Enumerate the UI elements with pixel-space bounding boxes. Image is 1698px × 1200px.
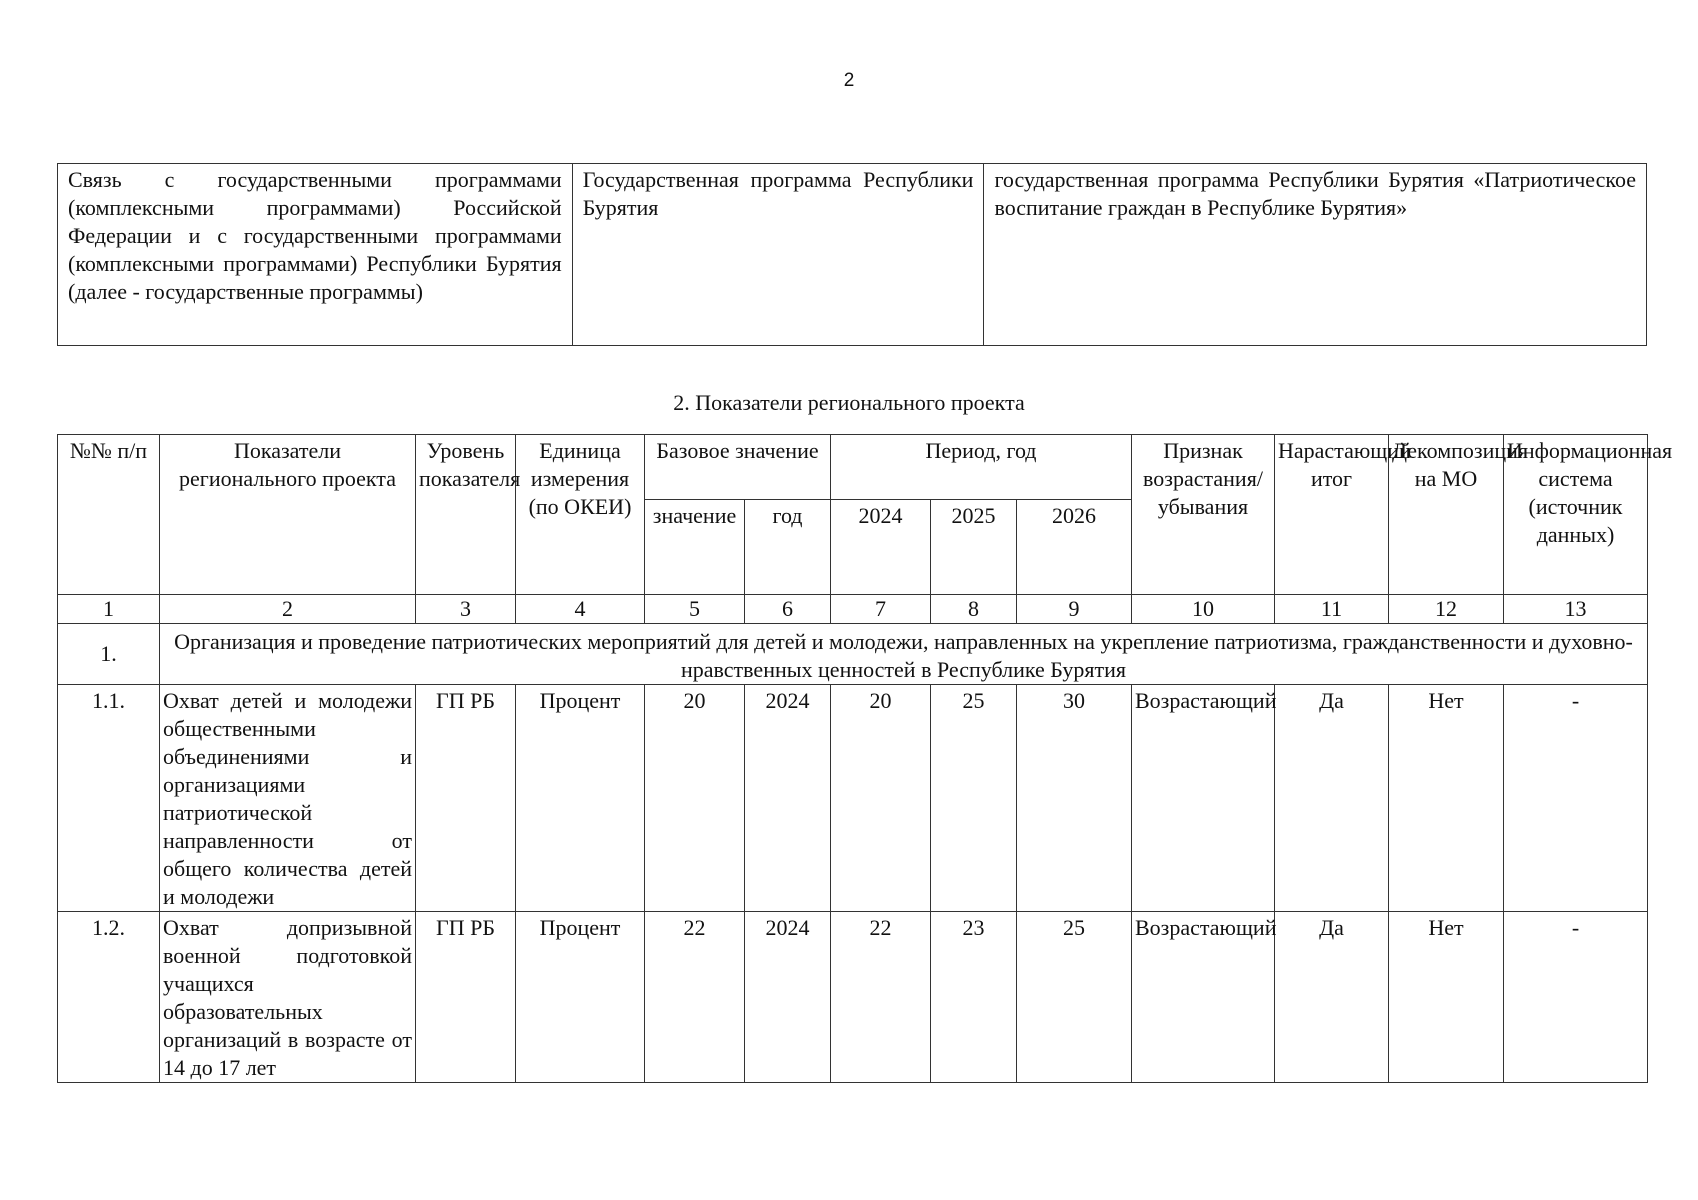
row-2024: 20: [831, 685, 931, 912]
column-number: 4: [516, 595, 645, 624]
header-decomposition: Декомпозиция на МО: [1389, 435, 1504, 595]
program-links-table: [57, 163, 1647, 346]
row-level: ГП РБ: [416, 685, 516, 912]
row-indicator: Охват детей и молодежи общественными объединениями и организациями патриотической направленности от общего количества детей и молодежи: [160, 685, 416, 912]
column-number: 10: [1132, 595, 1275, 624]
row-decomposition: Нет: [1389, 685, 1504, 912]
column-number: 9: [1017, 595, 1132, 624]
column-number: 5: [645, 595, 745, 624]
header-base-year: год: [745, 500, 831, 595]
program-links-program: государственная программа Республики Бурятия «Патриотическое воспитание граждан в Республике Бурятия»: [984, 164, 1647, 346]
row-2024: 22: [831, 912, 931, 1083]
header-year-2024: 2024: [831, 500, 931, 595]
row-base-year: 2024: [745, 685, 831, 912]
header-base: Базовое значение: [645, 435, 831, 500]
column-number: 6: [745, 595, 831, 624]
row-cumulative: Да: [1275, 685, 1389, 912]
column-number: 8: [931, 595, 1017, 624]
page-number: 2: [843, 70, 855, 91]
row-2026: 30: [1017, 685, 1132, 912]
header-base-value: значение: [645, 500, 745, 595]
header-row-1: [58, 435, 1648, 500]
section-row: [58, 624, 1648, 685]
header-year-2026: 2026: [1017, 500, 1132, 595]
row-2026: 25: [1017, 912, 1132, 1083]
column-number: 12: [1389, 595, 1504, 624]
row-2025: 25: [931, 685, 1017, 912]
row-cumulative: Да: [1275, 912, 1389, 1083]
row-base-value: 20: [645, 685, 745, 912]
row-indicator: Охват допризывной военной подготовкой учащихся образовательных организаций в возрасте от 14 до 17 лет: [160, 912, 416, 1083]
row-base-year: 2024: [745, 912, 831, 1083]
header-info-system: Информационная система (источник данных): [1504, 435, 1648, 595]
header-num: №№ п/п: [58, 435, 160, 595]
header-year-2025: 2025: [931, 500, 1017, 595]
row-unit: Процент: [516, 685, 645, 912]
header-trend: Признак возрастания/ убывания: [1132, 435, 1275, 595]
column-number: 13: [1504, 595, 1648, 624]
row-num: 1.1.: [58, 685, 160, 912]
header-unit: Единица измерения (по ОКЕИ): [516, 435, 645, 595]
program-links-type: Государственная программа Республики Бурятия: [572, 164, 984, 346]
column-number: 3: [416, 595, 516, 624]
header-level: Уровень показателя: [416, 435, 516, 595]
row-num: 1.2.: [58, 912, 160, 1083]
table-row: [58, 912, 1648, 1083]
row-info-system: -: [1504, 685, 1648, 912]
row-trend: Возрастающий: [1132, 685, 1275, 912]
column-number: 2: [160, 595, 416, 624]
row-trend: Возрастающий: [1132, 912, 1275, 1083]
column-number: 1: [58, 595, 160, 624]
row-level: ГП РБ: [416, 912, 516, 1083]
row-unit: Процент: [516, 912, 645, 1083]
column-numbers-row: [58, 595, 1648, 624]
table-row: [58, 685, 1648, 912]
column-number: 7: [831, 595, 931, 624]
header-period: Период, год: [831, 435, 1132, 500]
section-num: 1.: [58, 624, 160, 685]
row-decomposition: Нет: [1389, 912, 1504, 1083]
program-links-row: [58, 164, 1647, 346]
row-base-value: 22: [645, 912, 745, 1083]
header-cumulative: Нарастающий итог: [1275, 435, 1389, 595]
row-info-system: -: [1504, 912, 1648, 1083]
section-title: 2. Показатели регионального проекта: [673, 390, 1025, 415]
section-heading: Организация и проведение патриотических мероприятий для детей и молодежи, направленных на укрепление патриотизма, гражданственности и духовно-нравственных ценностей в Республике Бурятия: [160, 624, 1648, 685]
row-2025: 23: [931, 912, 1017, 1083]
column-number: 11: [1275, 595, 1389, 624]
program-links-label: Связь с государственными программами (комплексными программами) Российской Федерации и с государственными программами (комплексными программами) Республики Бурятия (далее - государственные программы): [58, 164, 573, 346]
indicators-table: [57, 434, 1673, 1083]
header-indicator: Показатели регионального проекта: [160, 435, 416, 595]
